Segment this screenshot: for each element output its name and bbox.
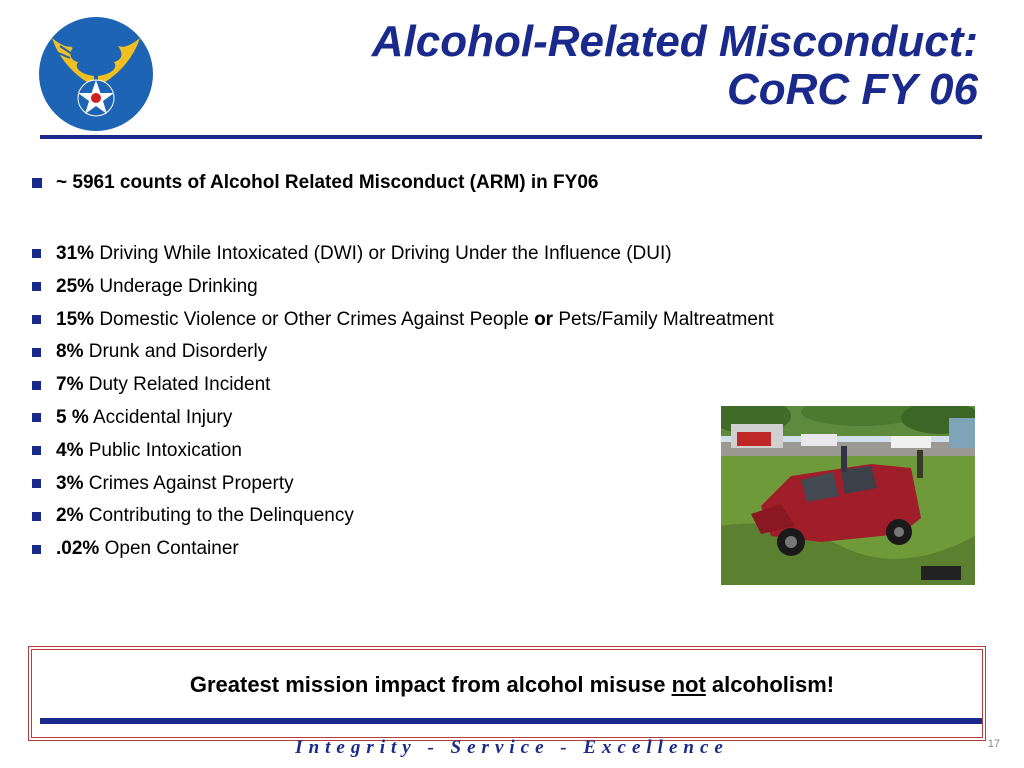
item-percent: 5 % [56, 406, 89, 428]
square-bullet-icon [32, 512, 41, 521]
list-item [32, 468, 774, 501]
misconduct-breakdown-list [32, 238, 774, 566]
callout-text [0, 672, 1024, 698]
item-percent: 8% [56, 341, 84, 363]
army-air-forces-logo-icon [38, 16, 154, 132]
footer-divider [40, 718, 982, 724]
item-percent: 4% [56, 439, 84, 461]
page-number: 17 [987, 738, 1000, 750]
list-item [32, 304, 774, 337]
item-text: Duty Related Incident [88, 374, 271, 396]
callout-text-after: alcoholism! [711, 672, 835, 697]
item-percent: 3% [56, 472, 84, 494]
list-item [32, 500, 774, 533]
item-percent: 31% [56, 243, 95, 264]
square-bullet-icon [32, 249, 41, 258]
square-bullet-icon [32, 413, 41, 422]
list-item [32, 271, 774, 304]
item-bold-word: or [534, 308, 554, 330]
summary-text: ~ 5961 counts of Alcohol Related Misconduct (ARM) in FY06 [56, 172, 599, 193]
square-bullet-icon [32, 348, 41, 357]
callout-text-before: Greatest mission impact from alcohol misuse [189, 672, 666, 697]
summary-bullet [32, 172, 598, 194]
list-item [32, 533, 774, 566]
slide-title-line2: CoRC FY 06 [726, 65, 978, 114]
title-divider [40, 135, 982, 139]
item-text: Drunk and Disorderly [88, 341, 268, 363]
item-text-continued: Pets/Family Maltreatment [558, 308, 774, 330]
item-text: Underage Drinking [99, 275, 258, 297]
item-text: Public Intoxication [88, 439, 242, 461]
wrecked-suv-photo [721, 406, 975, 585]
item-percent: 2% [56, 505, 84, 527]
square-bullet-icon [32, 446, 41, 455]
item-text: Contributing to the Delinquency [88, 505, 354, 527]
item-text: Crimes Against Property [88, 472, 294, 494]
item-percent: 25% [56, 275, 95, 297]
square-bullet-icon [32, 315, 41, 324]
item-percent: .02% [56, 538, 100, 560]
callout-underlined-word: not [671, 672, 706, 697]
list-item [32, 402, 774, 435]
list-item [32, 369, 774, 402]
item-percent: 7% [56, 374, 84, 396]
list-item [32, 435, 774, 468]
square-bullet-icon [32, 545, 41, 554]
slide-title-line1: Alcohol-Related Misconduct: [371, 17, 978, 66]
item-text: Open Container [104, 538, 239, 560]
list-item [32, 238, 774, 271]
square-bullet-icon [32, 178, 42, 188]
item-percent: 15% [56, 308, 95, 330]
item-text: Driving While Intoxicated (DWI) or Driving Under the Influence (DUI) [99, 243, 672, 264]
square-bullet-icon [32, 381, 41, 390]
square-bullet-icon [32, 282, 41, 291]
item-text: Domestic Violence or Other Crimes Against People [99, 308, 529, 330]
list-item [32, 336, 774, 369]
slide-title [372, 18, 978, 114]
item-text: Accidental Injury [92, 406, 233, 428]
footer-motto: Integrity - Service - Excellence [295, 737, 729, 758]
square-bullet-icon [32, 479, 41, 488]
